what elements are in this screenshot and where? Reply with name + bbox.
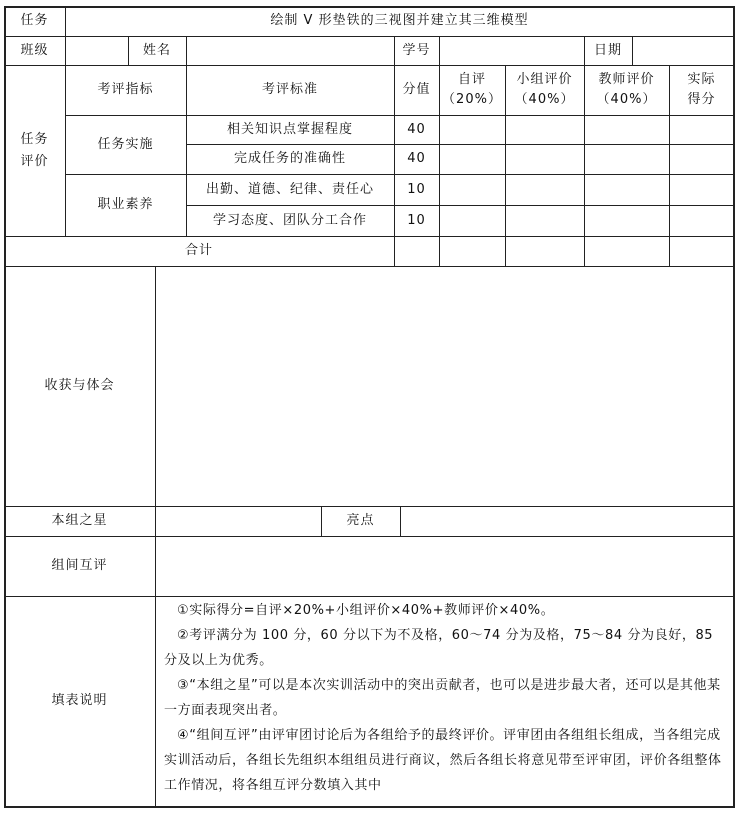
task-label: 任务	[20, 13, 49, 28]
score-cell-group[interactable]	[506, 116, 583, 235]
group-star-label: 本组之星	[51, 513, 108, 528]
standard-accuracy: 完成任务的准确性	[233, 151, 346, 166]
standard-knowledge: 相关知识点掌握程度	[226, 121, 353, 137]
column-header-teacher: 教师评价 （40%）	[596, 72, 657, 107]
instructions-label: 填表说明	[51, 693, 108, 708]
column-header-standard: 考评标准	[261, 82, 318, 97]
instruction-item: ④“组间互评”由评审团讨论后为各组给予的最终评价。评审团由各组组长组成，当各组完成实训活动后，各组长先组织本组组员进行商议，然后各组长将意见带至评审团，评价各组整体工作情况，将各组互评分数填入其中	[164, 728, 722, 793]
reflection-label: 收获与体会	[44, 378, 115, 393]
indicator-task-implementation: 任务实施	[97, 136, 154, 152]
student-id-label: 学号	[402, 42, 431, 58]
standard-attendance: 出勤、道德、纪律、责任心	[205, 181, 374, 197]
peer-review-field[interactable]	[156, 537, 732, 595]
instructions-text	[164, 598, 730, 798]
table-border-right	[733, 6, 735, 808]
table-border-bottom	[4, 806, 734, 808]
score-cell-actual[interactable]	[670, 116, 732, 235]
points-value: 10	[407, 181, 426, 197]
peer-review-label: 组间互评	[51, 558, 108, 573]
date-label: 日期	[593, 42, 622, 58]
highlight-field[interactable]	[401, 507, 732, 535]
score-cell-teacher[interactable]	[585, 116, 668, 235]
highlight-label: 亮点	[346, 513, 375, 528]
group-star-field[interactable]	[156, 507, 320, 535]
name-label: 姓名	[142, 42, 171, 58]
column-header-indicator: 考评指标	[97, 82, 154, 97]
total-points-field[interactable]	[395, 237, 438, 265]
column-header-self: 自评 （20%）	[442, 72, 502, 107]
reflection-field[interactable]	[156, 267, 732, 505]
points-value: 40	[407, 121, 426, 137]
indicator-professionalism: 职业素养	[97, 197, 154, 212]
column-header-actual: 实际 得分	[687, 72, 716, 107]
student-id-field[interactable]	[440, 37, 583, 64]
column-header-group: 小组评价 （40%）	[514, 72, 575, 107]
points-value: 10	[407, 212, 426, 228]
score-cell-self[interactable]	[440, 116, 504, 235]
points-value: 40	[407, 151, 426, 166]
standard-teamwork: 学习态度、团队分工合作	[212, 212, 367, 228]
date-field[interactable]	[633, 37, 732, 64]
instruction-item: ③“本组之星”可以是本次实训活动中的突出贡献者，也可以是进步最大者，还可以是其他某一方面表现突出者。	[164, 678, 721, 718]
column-header-points: 分值	[402, 82, 431, 97]
total-label: 合计	[184, 243, 213, 258]
name-field[interactable]	[187, 37, 393, 64]
class-label: 班级	[20, 42, 49, 58]
instruction-item: ②考评满分为 100 分，60 分以下为不及格，60～74 分为及格，75～84 分为良好，85 分及以上为优秀。	[164, 628, 714, 668]
task-title: 绘制 V 形垫铁的三视图并建立其三维模型	[270, 13, 529, 28]
class-field[interactable]	[66, 37, 127, 64]
section-label: 任务 评价	[20, 131, 49, 169]
instruction-item: ①实际得分=自评×20%+小组评价×40%+教师评价×40%。	[177, 603, 555, 618]
